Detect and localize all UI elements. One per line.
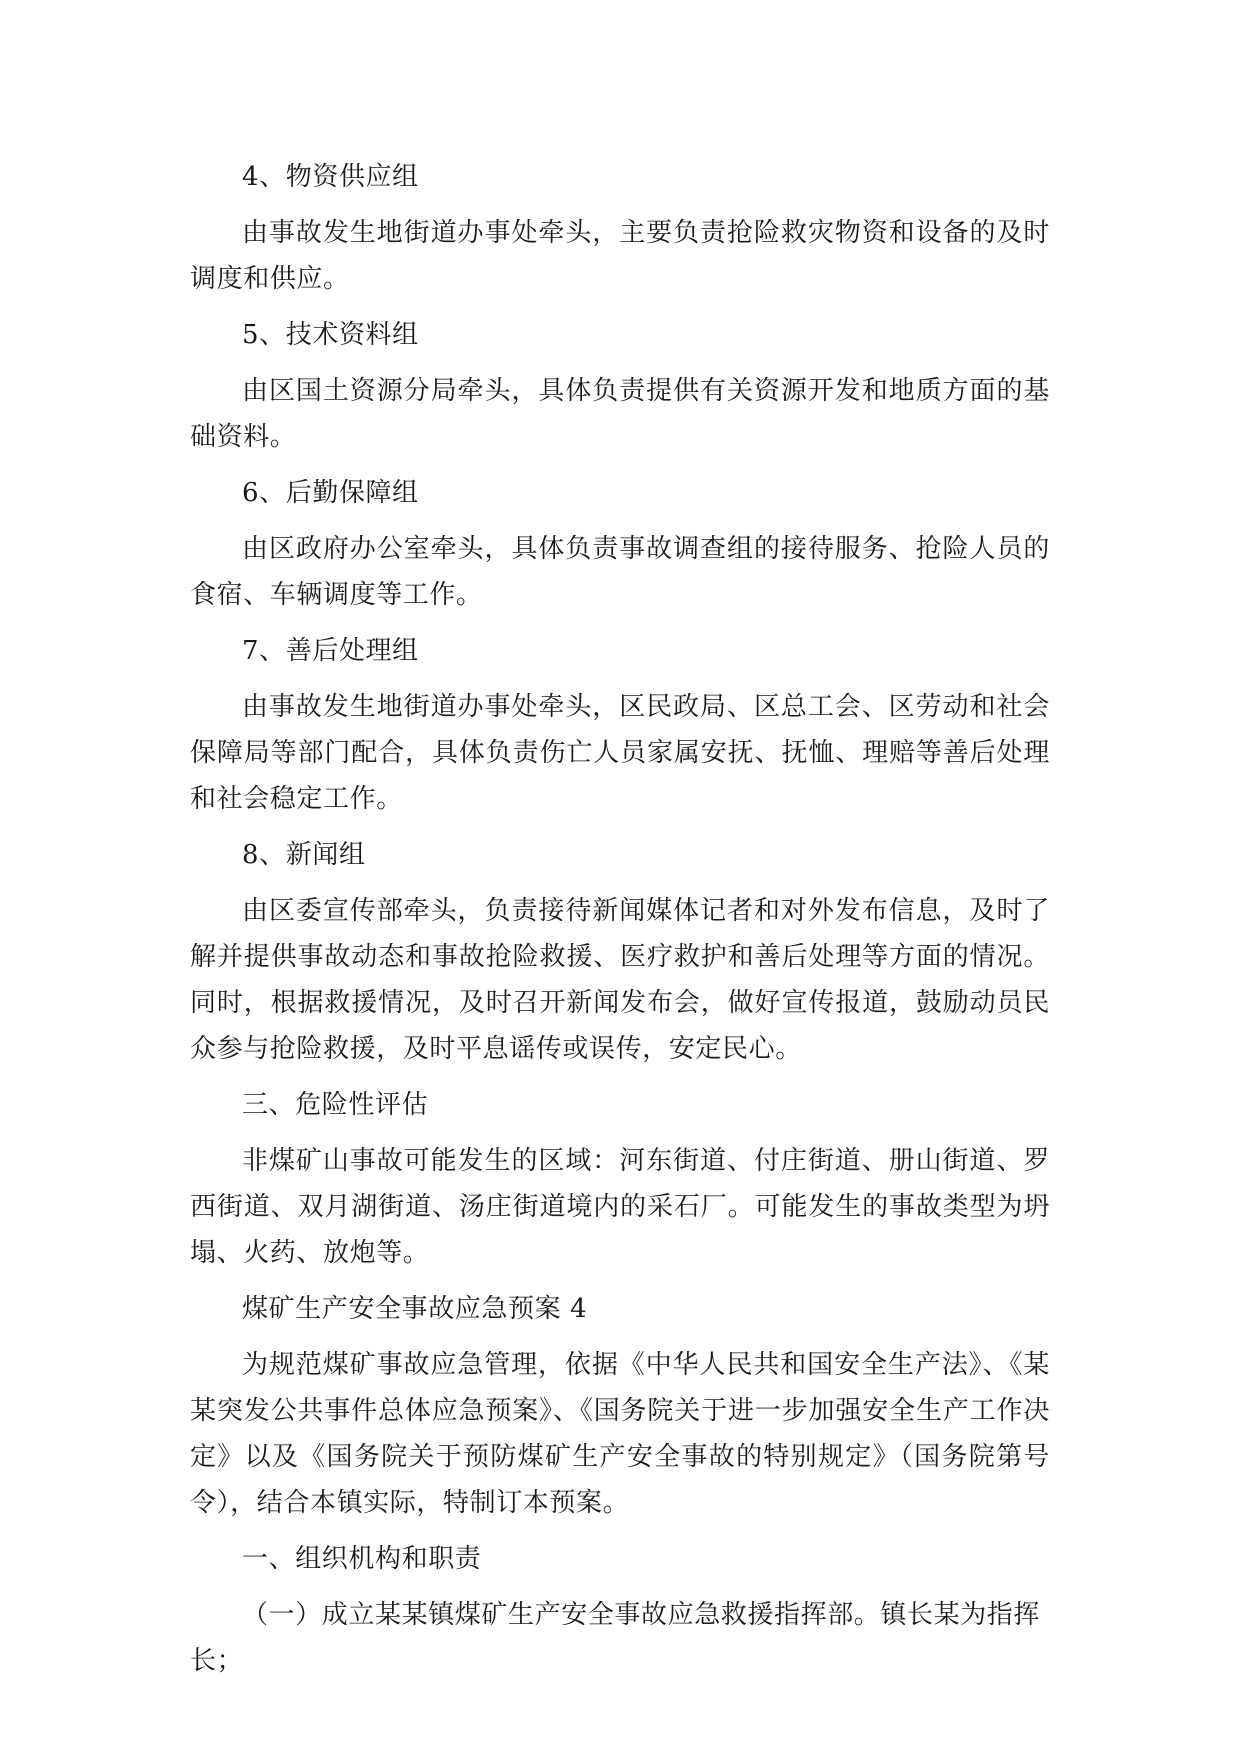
section-heading-aftermath: 7、善后处理组	[242, 636, 419, 666]
section-heading-news: 8、新闻组	[242, 840, 366, 870]
subsection-command-center: （一）成立某某镇煤矿生产安全事故应急救援指挥部。镇长某为指挥长；	[190, 1600, 1041, 1676]
document-title-coal-mine-plan: 煤矿生产安全事故应急预案 4	[242, 1294, 588, 1324]
paragraph-plan-intro: 为规范煤矿事故应急管理，依据《中华人民共和国安全生产法》、《某某突发公共事件总体应急预案》、《国务院关于进一步加强安全生产工作决定》以及《国务院关于预防煤矿生产安全事故的特别规定》（国务院第号令），结合本镇实际，特制订本预案。	[190, 1350, 1050, 1518]
section-heading-organization: 一、组织机构和职责	[242, 1544, 482, 1574]
section-heading-logistics: 6、后勤保障组	[242, 478, 419, 508]
section-heading-risk-assessment: 三、危险性评估	[242, 1090, 429, 1120]
paragraph-aftermath: 由事故发生地街道办事处牵头，区民政局、区总工会、区劳动和社会保障局等部门配合，具体负责伤亡人员家属安抚、抚恤、理赔等善后处理和社会稳定工作。	[190, 692, 1050, 814]
section-heading-material-supply: 4、物资供应组	[242, 162, 419, 192]
paragraph-material-supply: 由事故发生地街道办事处牵头，主要负责抢险救灾物资和设备的及时调度和供应。	[190, 218, 1050, 294]
paragraph-news: 由区委宣传部牵头，负责接待新闻媒体记者和对外发布信息，及时了解并提供事故动态和事故抢险救援、医疗救护和善后处理等方面的情况。同时，根据救援情况，及时召开新闻发布会，做好宣传报道，鼓励动员民众参与抢险救援，及时平息谣传或误传，安定民心。	[190, 896, 1050, 1064]
paragraph-risk-assessment: 非煤矿山事故可能发生的区域：河东街道、付庄街道、册山街道、罗西街道、双月湖街道、汤庄街道境内的采石厂。可能发生的事故类型为坍塌、火药、放炮等。	[190, 1146, 1050, 1268]
document-body	[190, 154, 1050, 1684]
section-heading-technical-data: 5、技术资料组	[242, 320, 419, 350]
paragraph-logistics: 由区政府办公室牵头，具体负责事故调查组的接待服务、抢险人员的食宿、车辆调度等工作。	[190, 534, 1050, 610]
paragraph-technical-data: 由区国土资源分局牵头，具体负责提供有关资源开发和地质方面的基础资料。	[190, 376, 1050, 452]
